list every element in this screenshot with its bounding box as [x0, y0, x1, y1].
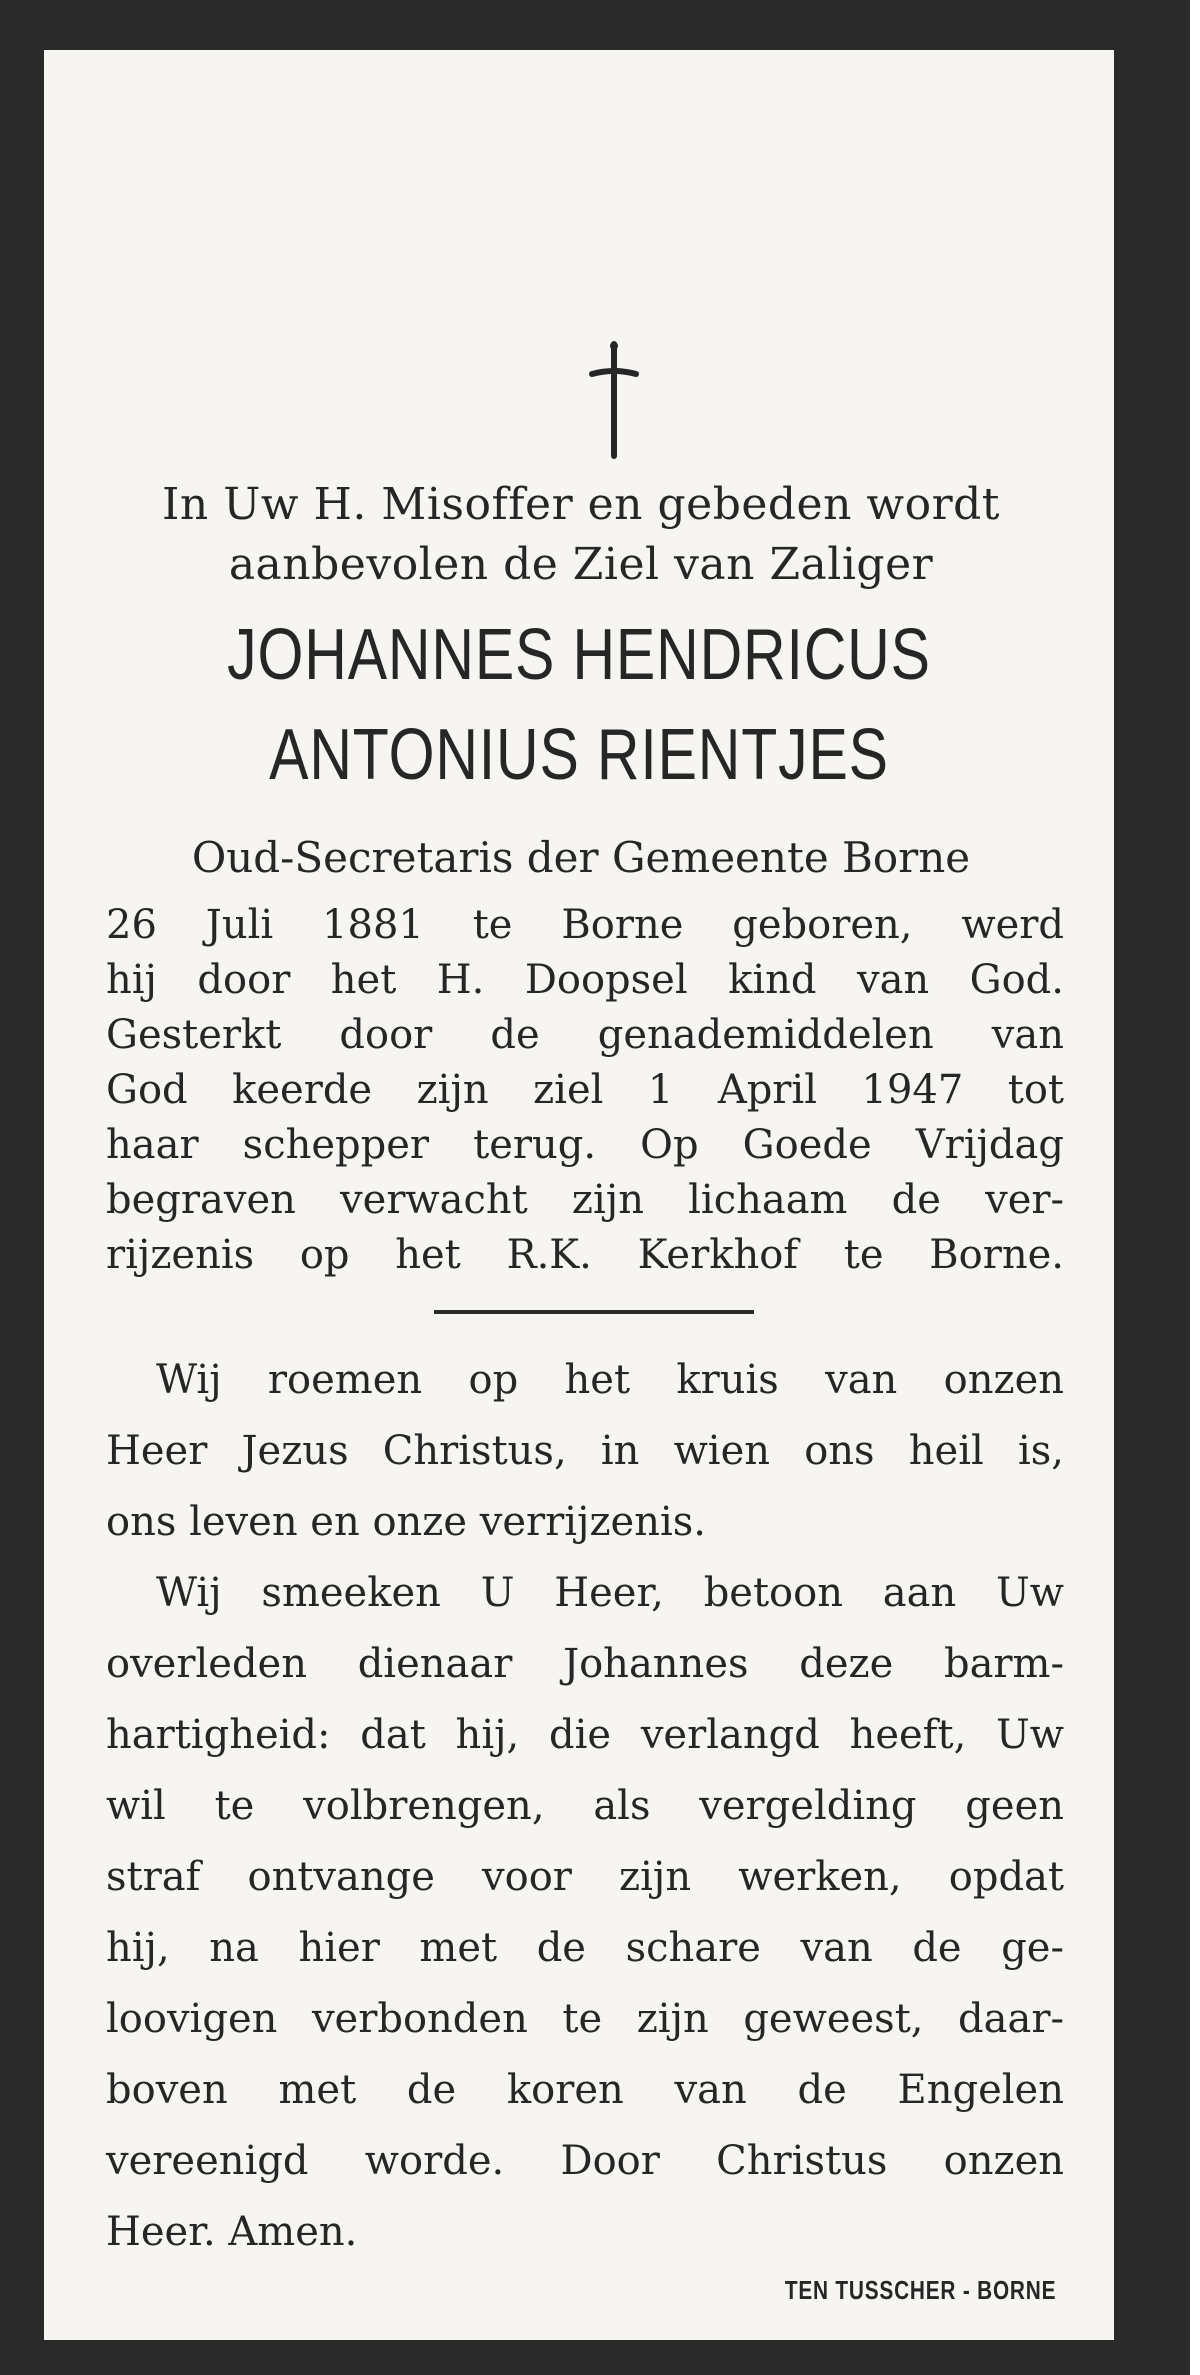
prayer-line: wil te volbrengen, als vergelding geen: [106, 1783, 1064, 1829]
prayer-line: straf ontvange voor zijn werken, opdat: [106, 1854, 1064, 1900]
title-subtitle: Oud-Secretaris der Gemeente Borne: [191, 833, 971, 882]
intro-line: aanbevolen de Ziel van Zaliger: [228, 539, 934, 590]
bio-line: rijzenis op het R.K. Kerkhof te Borne.: [106, 1232, 1064, 1278]
bio-line: haar schepper terug. Op Goede Vrijdag: [106, 1122, 1064, 1168]
prayer-line: Heer. Amen.: [106, 2209, 358, 2255]
prayer-line: hij, na hier met de schare van de ge-: [106, 1925, 1064, 1971]
deceased-name: [173, 605, 985, 805]
prayer-line: overleden dienaar Johannes deze barm-: [106, 1641, 1064, 1687]
bio-line: Gesterkt door de genademiddelen van: [106, 1012, 1064, 1058]
intro-text: [106, 475, 1056, 595]
bio-line: hij door het H. Doopsel kind van God.: [106, 957, 1064, 1003]
bio-line: 26 Juli 1881 te Borne geboren, werd: [106, 902, 1064, 948]
bio-line: God keerde zijn ziel 1 April 1947 tot: [106, 1067, 1064, 1113]
memorial-card: [44, 50, 1114, 2340]
printer-imprint: TEN TUSSCHER - BORNE: [784, 2275, 1056, 2305]
prayer-line: Heer Jezus Christus, in wien ons heil is,: [106, 1428, 1064, 1474]
prayer-line: Wij roemen op het kruis van onzen: [156, 1357, 1064, 1403]
prayer-line: loovigen verbonden te zijn geweest, daar-: [106, 1996, 1064, 2042]
prayer-text: [106, 1345, 1064, 2268]
prayer-line: boven met de koren van de Engelen: [106, 2067, 1064, 2113]
cross-icon: [584, 340, 644, 460]
prayer-line: ons leven en onze verrijzenis.: [106, 1499, 706, 1545]
prayer-line: Wij smeeken U Heer, betoon aan Uw: [156, 1570, 1064, 1616]
name-line: ANTONIUS RIENTJES: [269, 715, 889, 795]
name-line: JOHANNES HENDRICUS: [227, 615, 931, 695]
prayer-line: hartigheid: dat hij, die verlangd heeft, Uw: [106, 1712, 1064, 1758]
prayer-line: vereenigd worde. Door Christus onzen: [106, 2138, 1064, 2184]
biography: [106, 898, 1064, 1283]
bio-line: begraven verwacht zijn lichaam de ver-: [106, 1177, 1064, 1223]
divider: [434, 1310, 754, 1314]
intro-line: In Uw H. Misoffer en gebeden wordt: [162, 479, 1000, 530]
